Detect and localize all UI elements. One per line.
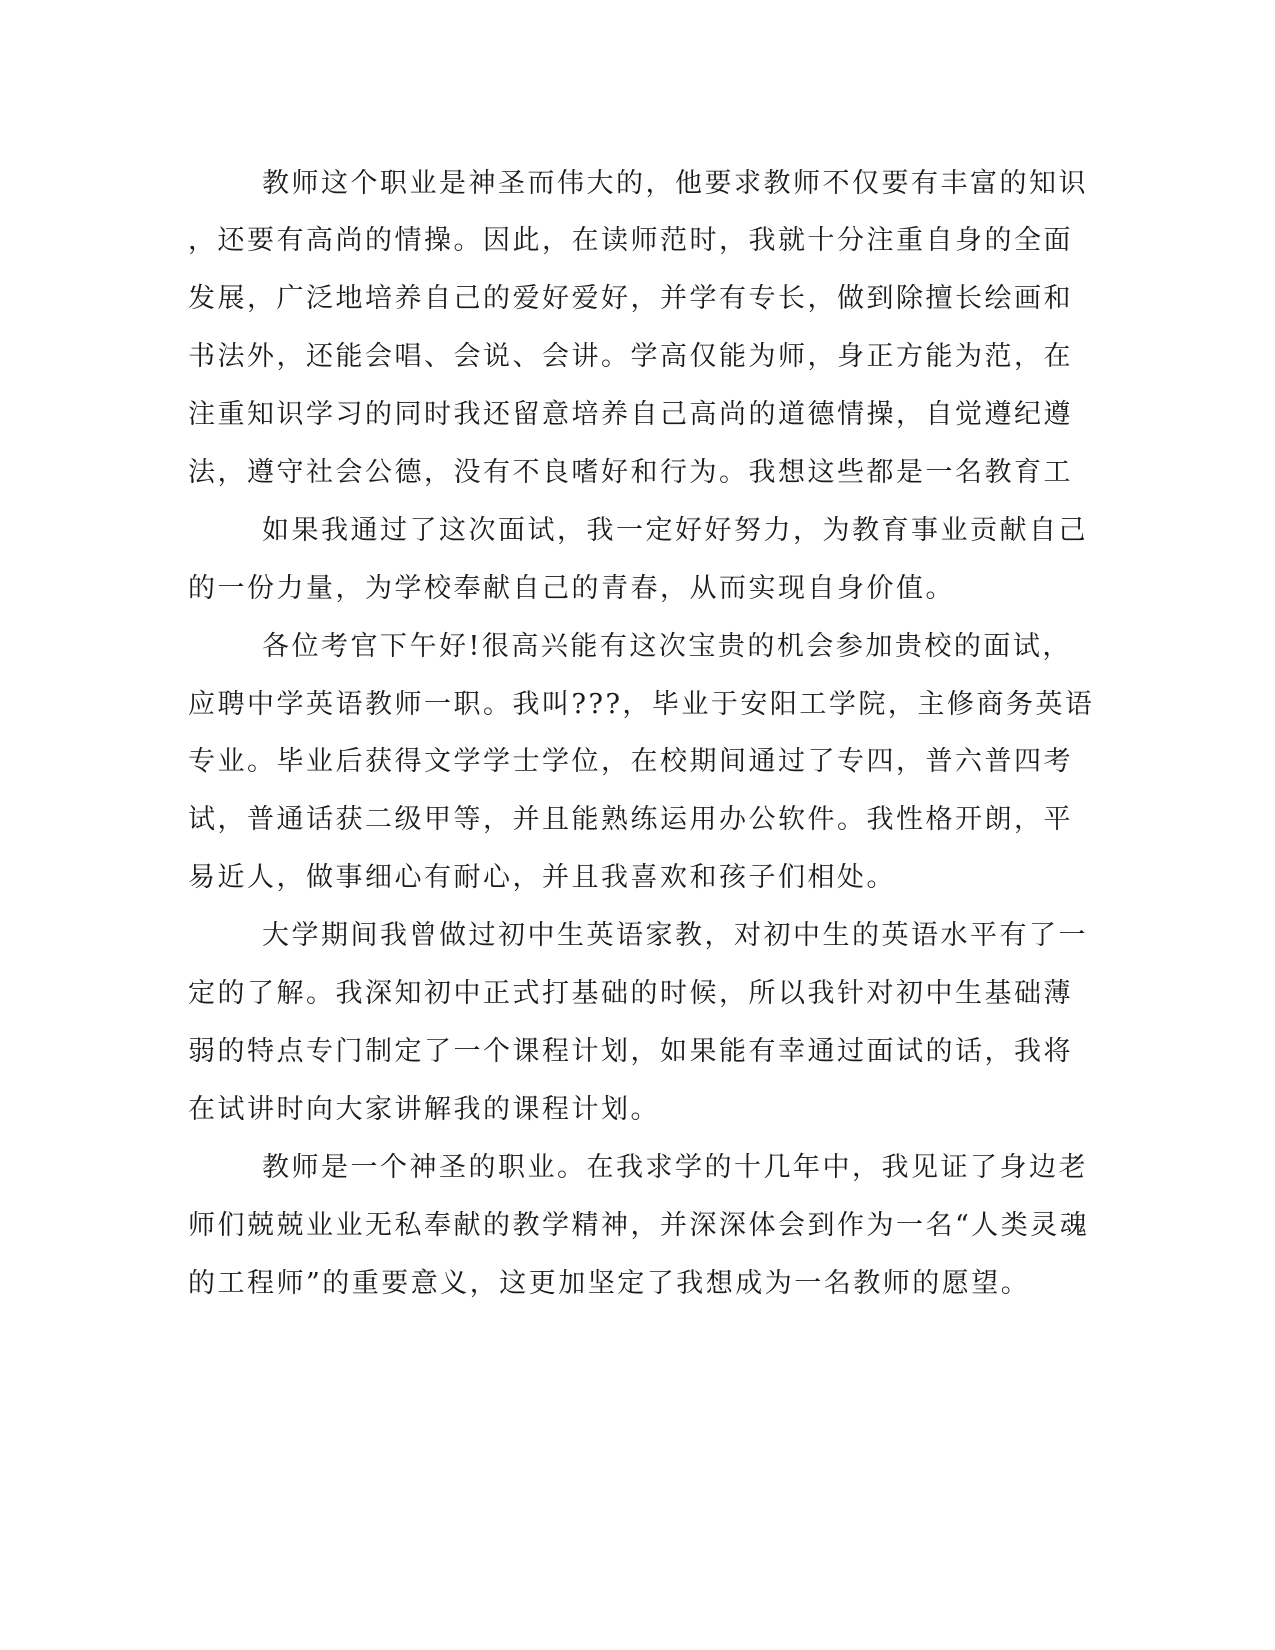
paragraph-4-line-1: 大学期间我曾做过初中生英语家教，对初中生的英语水平有了一 [262,920,1088,951]
paragraph-2-line-1: 如果我通过了这次面试，我一定好好努力，为教育事业贡献自己 [262,515,1088,546]
paragraph-3-line-1: 各位考官下午好!很高兴能有这次宝贵的机会参加贵校的面试， [262,631,1072,662]
paragraph-4-line-3: 弱的特点专门制定了一个课程计划，如果能有幸通过面试的话，我将 [188,1036,1073,1067]
paragraph-3-line-4: 试，普通话获二级甲等，并且能熟练运用办公软件。我性格开朗，平 [188,804,1073,835]
paragraph-2-line-2: 的一份力量，为学校奉献自己的青春，从而实现自身价值。 [188,573,955,604]
paragraph-4-line-4: 在试讲时向大家讲解我的课程计划。 [188,1094,660,1125]
paragraph-1-line-2: ，还要有高尚的情操。因此，在读师范时，我就十分注重自身的全面 [188,225,1073,256]
paragraph-5-line-2: 师们兢兢业业无私奉献的教学精神，并深深体会到作为一名“人类灵魂 [188,1210,1090,1241]
paragraph-3-line-3: 专业。毕业后获得文学学士学位，在校期间通过了专四，普六普四考 [188,746,1073,777]
paragraph-1-line-4: 书法外，还能会唱、会说、会讲。学高仅能为师，身正方能为范，在 [188,341,1073,372]
paragraph-1-line-6: 法，遵守社会公德，没有不良嗜好和行为。我想这些都是一名教育工 [188,457,1073,488]
paragraph-1-line-1: 教师这个职业是神圣而伟大的，他要求教师不仅要有丰富的知识 [262,168,1088,199]
paragraph-3-line-5: 易近人，做事细心有耐心，并且我喜欢和孩子们相处。 [188,862,896,893]
paragraph-1-line-3: 发展，广泛地培养自己的爱好爱好，并学有专长，做到除擅长绘画和 [188,283,1073,314]
paragraph-3-line-2: 应聘中学英语教师一职。我叫???，毕业于安阳工学院，主修商务英语 [188,689,1095,720]
paragraph-4-line-2: 定的了解。我深知初中正式打基础的时候，所以我针对初中生基础薄 [188,978,1073,1009]
paragraph-5-line-1: 教师是一个神圣的职业。在我求学的十几年中，我见证了身边老 [262,1152,1088,1183]
paragraph-5-line-3: 的工程师”的重要意义，这更加坚定了我想成为一名教师的愿望。 [188,1268,1031,1299]
paragraph-1-line-5: 注重知识学习的同时我还留意培养自己高尚的道德情操，自觉遵纪遵 [188,399,1073,430]
